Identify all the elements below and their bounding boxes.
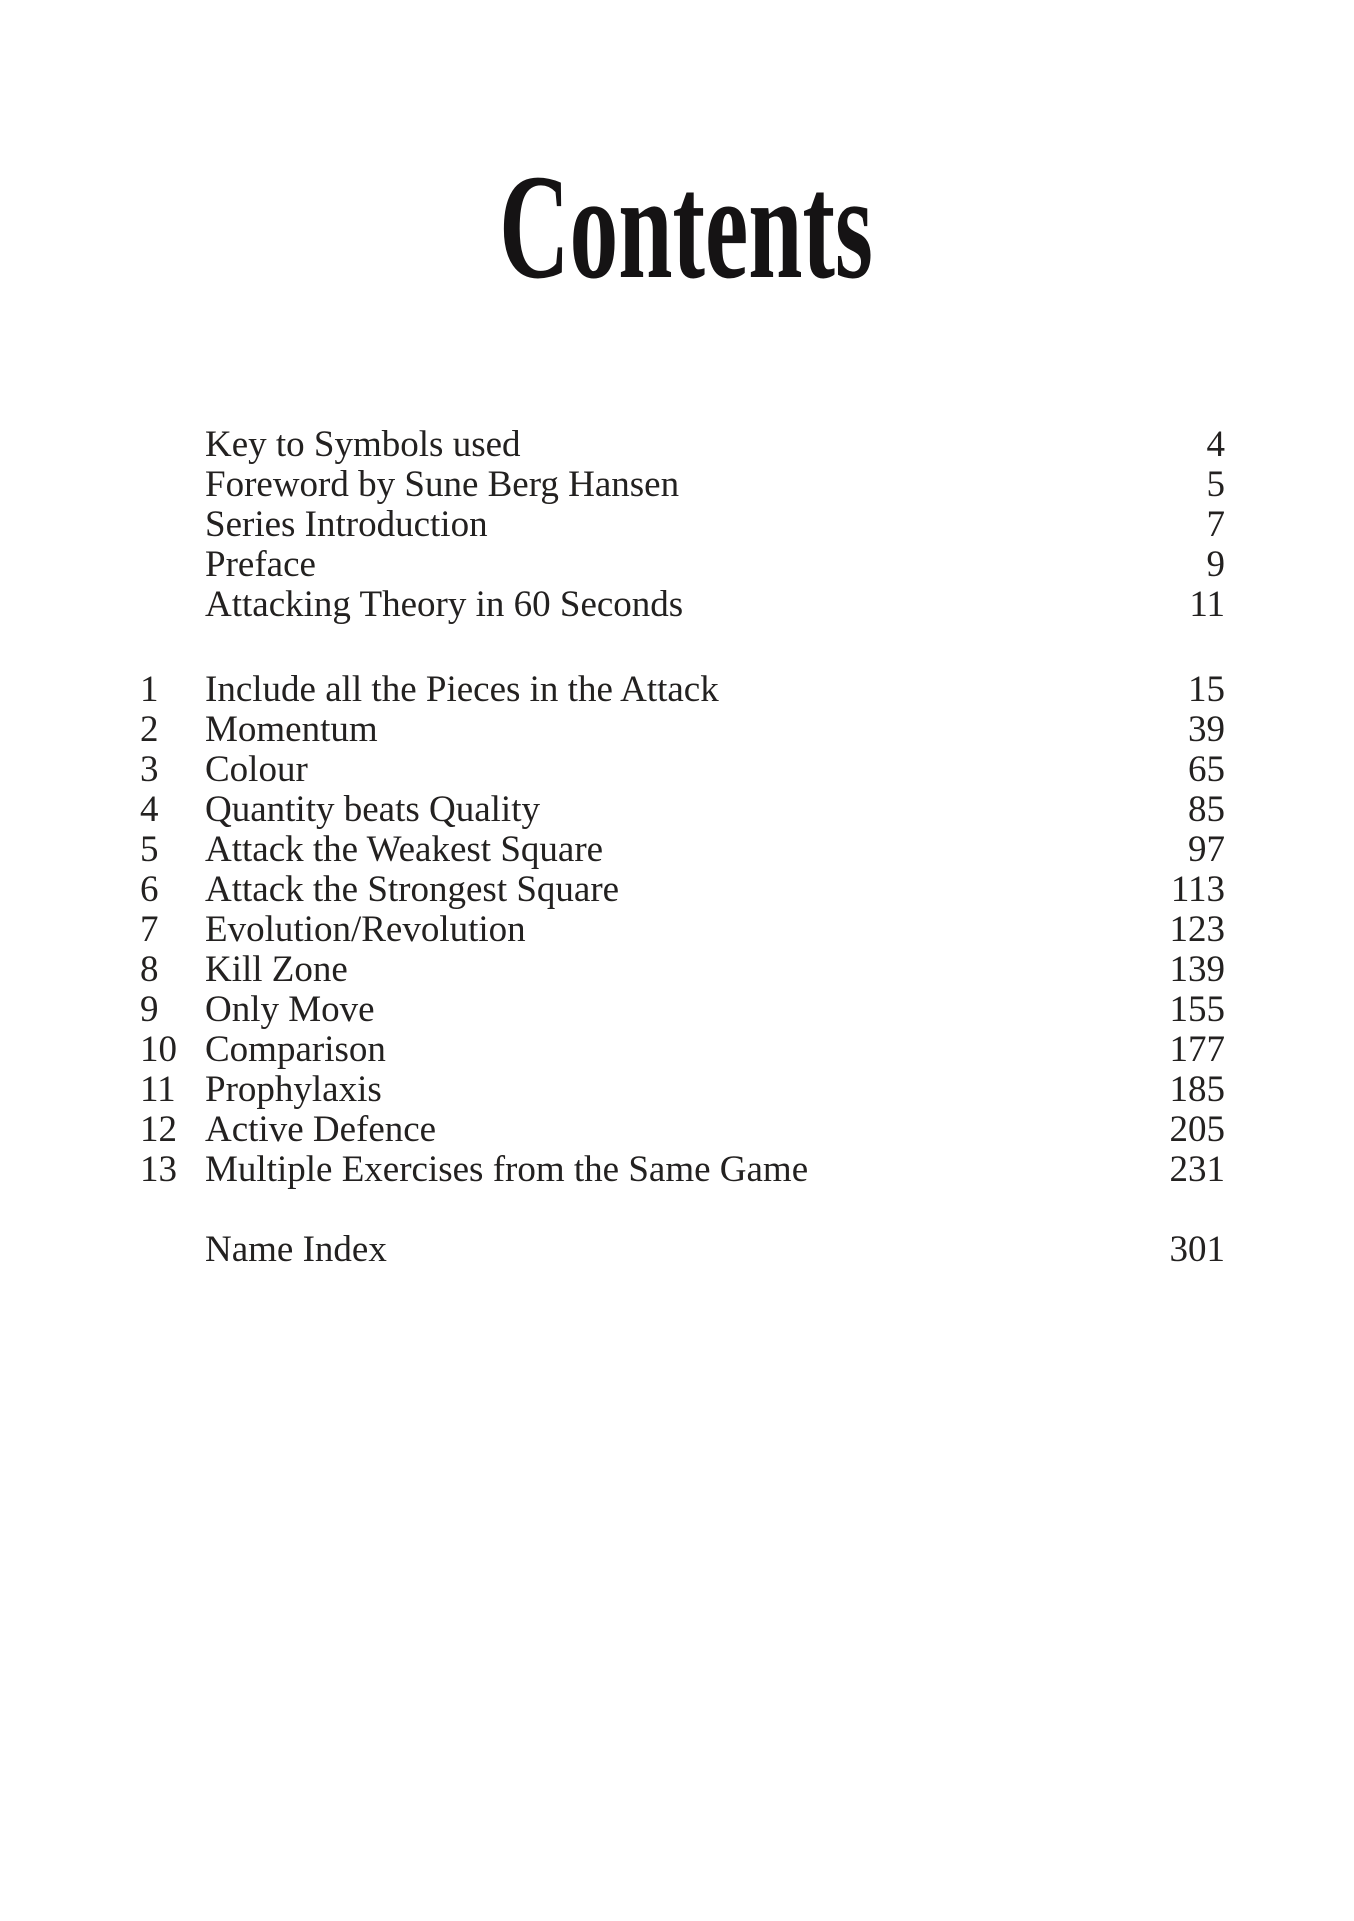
chapter-number: 13	[140, 1149, 177, 1190]
chapter-number: 3	[140, 749, 159, 790]
chapter-number: 8	[140, 949, 159, 990]
entry-title: Attack the Strongest Square	[205, 869, 620, 910]
toc-row	[140, 585, 1225, 625]
entry-page: 301	[1169, 1229, 1225, 1270]
entry-title: Key to Symbols used	[205, 424, 521, 465]
toc-row	[140, 1150, 1225, 1190]
chapter-number: 12	[140, 1109, 177, 1150]
entry-title: Evolution/Revolution	[205, 909, 526, 950]
toc-row	[140, 505, 1225, 545]
entry-page: 7	[1206, 504, 1225, 545]
toc-row	[140, 465, 1225, 505]
toc-row	[140, 1110, 1225, 1150]
entry-title: Prophylaxis	[205, 1069, 382, 1110]
chapter-number: 11	[140, 1069, 176, 1110]
entry-page: 177	[1169, 1029, 1225, 1070]
entry-page: 97	[1188, 829, 1225, 870]
entry-title: Kill Zone	[205, 949, 348, 990]
toc-row	[140, 790, 1225, 830]
toc-row	[140, 750, 1225, 790]
entry-page: 5	[1206, 464, 1225, 505]
table-of-contents	[140, 425, 1225, 1270]
entry-title: Only Move	[205, 989, 375, 1030]
toc-row	[140, 1230, 1225, 1270]
toc-row	[140, 910, 1225, 950]
page-title: Contents	[499, 144, 873, 310]
entry-page: 205	[1169, 1109, 1225, 1150]
entry-title: Multiple Exercises from the Same Game	[205, 1149, 809, 1190]
entry-title: Active Defence	[205, 1109, 437, 1150]
chapter-number: 2	[140, 709, 159, 750]
entry-title: Include all the Pieces in the Attack	[205, 669, 719, 710]
entry-title: Attack the Weakest Square	[205, 829, 604, 870]
section-gap	[140, 625, 1225, 670]
chapter-number: 5	[140, 829, 159, 870]
entry-page: 113	[1170, 869, 1225, 910]
toc-row	[140, 990, 1225, 1030]
toc-row	[140, 710, 1225, 750]
entry-page: 11	[1189, 584, 1225, 625]
entry-title: Foreword by Sune Berg Hansen	[205, 464, 680, 505]
entry-page: 185	[1169, 1069, 1225, 1110]
entry-title: Name Index	[205, 1229, 387, 1270]
entry-title: Series Introduction	[205, 504, 488, 545]
chapter-number: 4	[140, 789, 159, 830]
entry-page: 123	[1169, 909, 1225, 950]
entry-title: Momentum	[205, 709, 378, 750]
entry-page: 9	[1206, 544, 1225, 585]
chapter-number: 10	[140, 1029, 177, 1070]
entry-page: 155	[1169, 989, 1225, 1030]
entry-page: 39	[1188, 709, 1225, 750]
toc-row	[140, 545, 1225, 585]
entry-page: 85	[1188, 789, 1225, 830]
entry-page: 4	[1206, 424, 1225, 465]
entry-page: 65	[1188, 749, 1225, 790]
chapter-number: 9	[140, 989, 159, 1030]
section-gap	[140, 1190, 1225, 1230]
entry-title: Comparison	[205, 1029, 386, 1070]
entry-page: 231	[1169, 1149, 1225, 1190]
entry-title: Quantity beats Quality	[205, 789, 540, 830]
chapter-number: 7	[140, 909, 159, 950]
entry-title: Preface	[205, 544, 316, 585]
entry-title: Attacking Theory in 60 Seconds	[205, 584, 684, 625]
toc-row	[140, 870, 1225, 910]
entry-page: 15	[1188, 669, 1225, 710]
toc-row	[140, 425, 1225, 465]
toc-row	[140, 1070, 1225, 1110]
chapter-number: 1	[140, 669, 159, 710]
entry-page: 139	[1169, 949, 1225, 990]
chapter-number: 6	[140, 869, 159, 910]
toc-row	[140, 1030, 1225, 1070]
toc-row	[140, 670, 1225, 710]
toc-row	[140, 950, 1225, 990]
toc-row	[140, 830, 1225, 870]
entry-title: Colour	[205, 749, 308, 790]
